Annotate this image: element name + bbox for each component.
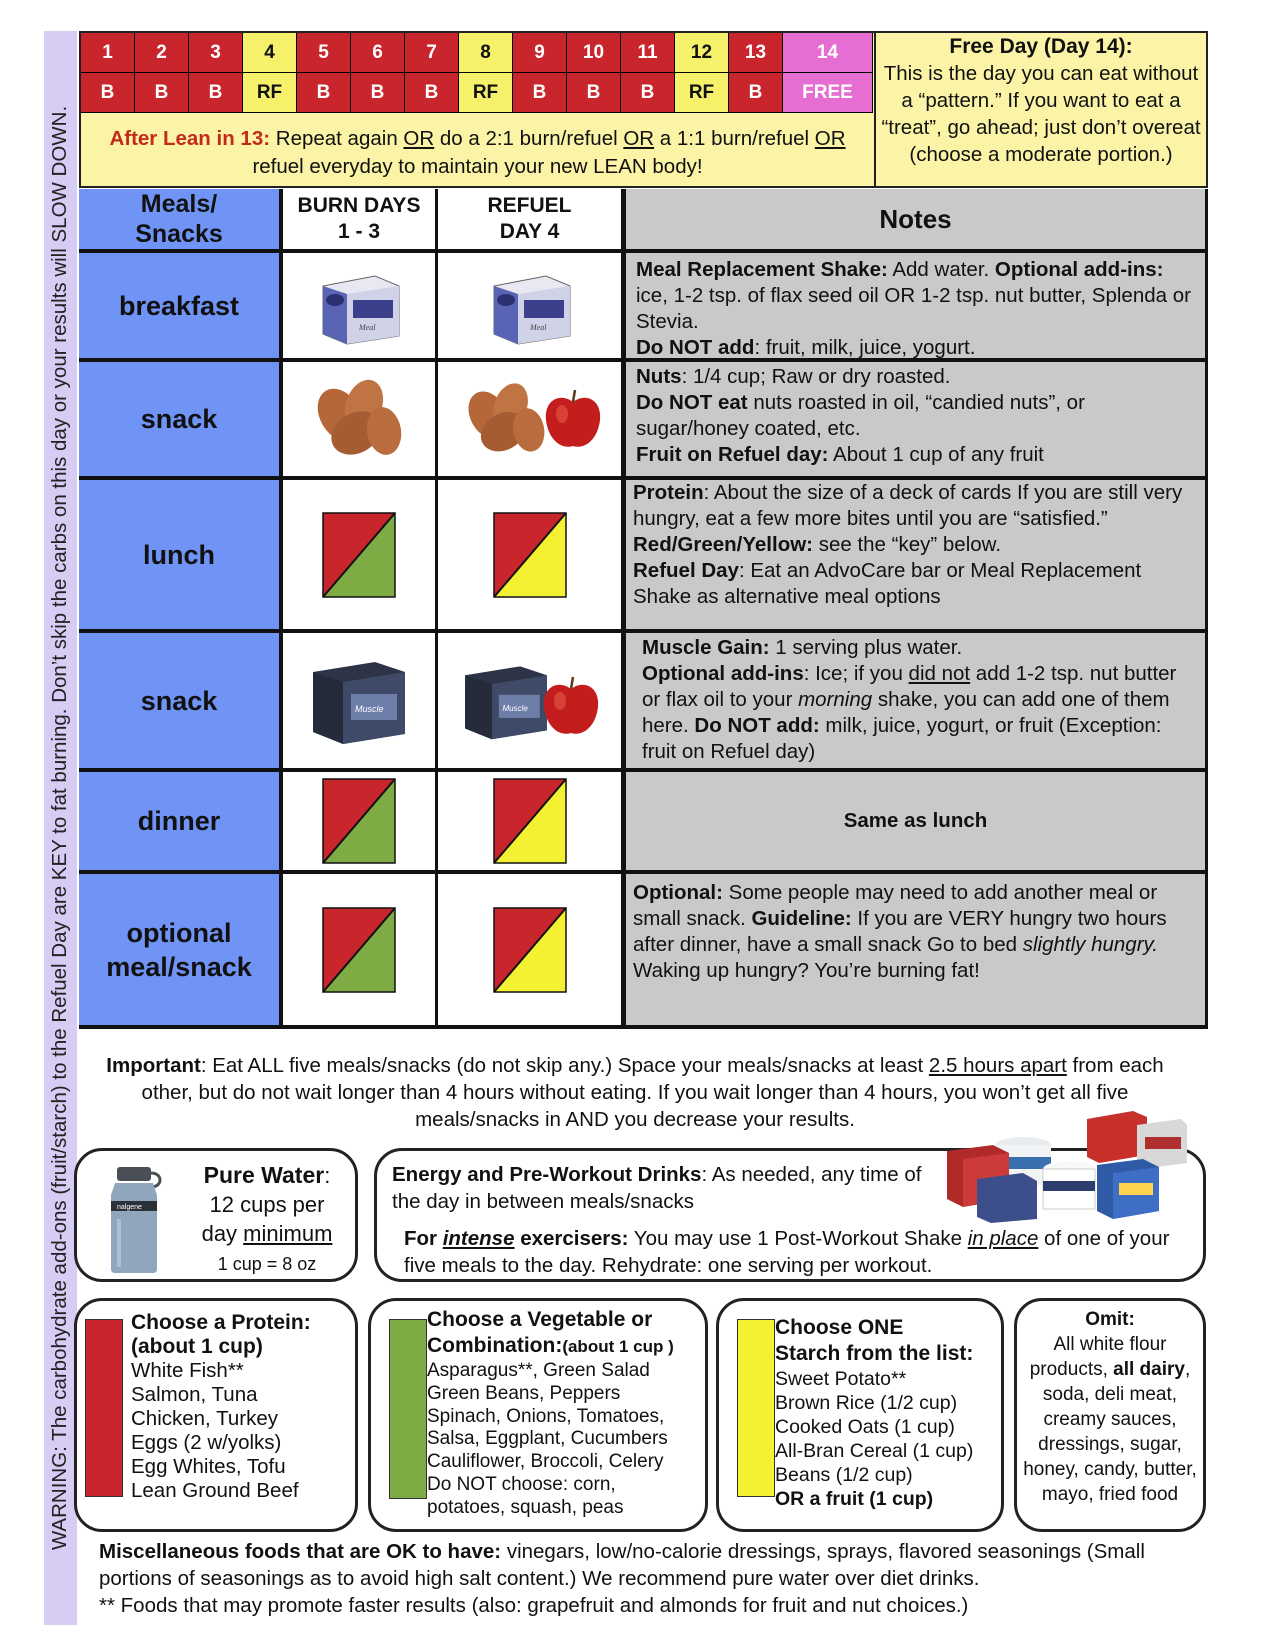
water-text: Pure Water: 12 cups per day minimum 1 cup = 8 oz: [201, 1162, 333, 1274]
day-number-14: 14: [783, 33, 873, 73]
table-row-snack-2: [79, 633, 1208, 772]
header-burn: BURN DAYS 1 - 3: [283, 189, 438, 253]
list-item: White Fish**: [131, 1359, 244, 1382]
vegetable-box: [368, 1298, 708, 1532]
supplement-products-icon: [937, 1111, 1187, 1223]
list-item: Salsa, Eggplant, Cucumbers: [427, 1428, 668, 1450]
table-row-optional: [79, 874, 1208, 1029]
notes-breakfast: Meal Replacement Shake: Add water. Optional add-ins: ice, 1-2 tsp. of flax seed oil OR 1-2 tsp. nut butter, Splenda or Stevia. Do NOT add: fruit, milk, juice, yogurt.: [626, 253, 1208, 362]
svg-text:Muscle: Muscle: [355, 703, 384, 714]
table-header-row: [79, 189, 1208, 253]
water-bottle-icon: [103, 1165, 165, 1275]
omit-box: [1014, 1298, 1206, 1532]
day-schedule: [79, 31, 876, 188]
almonds-icon: [304, 375, 414, 463]
header-refuel: REFUEL DAY 4: [438, 189, 626, 253]
table-row-dinner: [79, 772, 1208, 874]
meal-replacement-shake-icon: [484, 266, 576, 346]
almonds-icon: [456, 375, 556, 463]
day-code-9: B: [513, 73, 567, 113]
green-key-swatch: [389, 1319, 427, 1499]
svg-text:Muscle: Muscle: [501, 703, 528, 713]
day-code-7: B: [405, 73, 459, 113]
day-number-9: 9: [513, 33, 567, 73]
yellow-key-swatch: [737, 1319, 775, 1497]
row-label-breakfast: breakfast: [79, 253, 283, 362]
table-row-snack-1: [79, 362, 1208, 480]
day-code-3: B: [189, 73, 243, 113]
red-yellow-key-icon: [493, 512, 567, 598]
day-code-1: B: [81, 73, 135, 113]
list-item: Spinach, Onions, Tomatoes,: [427, 1405, 665, 1427]
omit-text: Omit: All white flour products, all dairy, soda, deli meat, creamy sauces, dressings, sugar, honey, candy, butter, mayo, fried food: [1023, 1309, 1197, 1505]
day-code-11: B: [621, 73, 675, 113]
red-yellow-key-icon: [493, 778, 567, 864]
day-number-10: 10: [567, 33, 621, 73]
muscle-gain-icon: [305, 654, 413, 748]
day-code-2: B: [135, 73, 189, 113]
list-item: Cauliflower, Broccoli, Celery: [427, 1451, 664, 1473]
vegetable-list: Choose a Vegetable or Combination:(about 1 cup ) Asparagus**, Green Salad Green Beans, Peppers Spinach, Onions, Tomatoes, Salsa, Eggplant, Cucumbers Cauliflower, Broccoli, Celery Do NOT choose: corn, potatoes, squash, peas: [427, 1307, 709, 1520]
svg-text:Meal: Meal: [529, 322, 546, 332]
bottle-brand: nalgene: [117, 1204, 142, 1211]
notes-snack-2: Muscle Gain: 1 serving plus water. Optional add-ins: Ice; if you did not add 1-2 tsp. nut butter or flax oil to your morning shake, you can add one of them here. Do NOT add: milk, juice, yogurt, or fruit (Exception: fruit on Refuel day): [626, 633, 1208, 772]
free-day-title: Free Day (Day 14):: [949, 35, 1133, 58]
red-key-swatch: [85, 1319, 123, 1497]
day-number-8: 8: [459, 33, 513, 73]
meal-table: [79, 189, 1208, 1047]
notes-dinner: Same as lunch: [626, 772, 1208, 874]
table-row-breakfast: [79, 253, 1208, 362]
notes-lunch: Protein: About the size of a deck of cards If you are still very hungry, eat a few more bites until you are “satisfied.” Red/Green/Yellow: see the “key” below. Refuel Day: Eat an AdvoCare bar or Meal Replacement Shake as alternative meal options: [626, 480, 1208, 633]
intense-exercisers-text: For intense exercisers: You may use 1 Post-Workout Shake in place of one of your five meals to the day. Rehydrate: one serving per workout.: [404, 1227, 1170, 1277]
list-item: Salmon, Tuna: [131, 1383, 258, 1406]
day-grid: [81, 33, 873, 113]
day-code-12: RF: [675, 73, 729, 113]
day-number-4: 4: [243, 33, 297, 73]
notes-snack-1: Nuts: 1/4 cup; Raw or dry roasted. Do NOT eat nuts roasted in oil, “candied nuts”, or sugar/honey coated, etc. Fruit on Refuel day: About 1 cup of any fruit: [626, 362, 1208, 480]
list-item: Lean Ground Beef: [131, 1479, 299, 1502]
important-note: Important: Eat ALL five meals/snacks (do not skip any.) Space your meals/snacks at least 2.5 hours apart from each other, but do not wait longer than 4 hours without eating. If you wait longer than 4 hours, you won’t get all five meals/snacks in AND you decrease your results.: [106, 1054, 1164, 1131]
day-code-5: B: [297, 73, 351, 113]
header-notes: Notes: [626, 189, 1208, 253]
starch-box: [716, 1298, 1004, 1532]
list-item: Eggs (2 w/yolks): [131, 1431, 282, 1454]
list-item: Beans (1/2 cup): [775, 1464, 913, 1486]
protein-list: Choose a Protein: (about 1 cup) White Fish** Salmon, Tuna Chicken, Turkey Eggs (2 w/yolks) Egg Whites, Tofu Lean Ground Beef: [131, 1311, 357, 1503]
notes-optional: Optional: Some people may need to add another meal or small snack. Guideline: If you are VERY hungry two hours after dinner, have a small snack Go to bed slightly hungry. Waking up hungry? You’re burning fat!: [626, 874, 1208, 1029]
water-box: [74, 1148, 358, 1282]
row-label-dinner: dinner: [79, 772, 283, 874]
apple-icon: [542, 386, 604, 452]
day-code-13: B: [729, 73, 783, 113]
svg-text:Meal: Meal: [359, 322, 376, 332]
row-label-lunch: lunch: [79, 480, 283, 633]
warning-text: WARNING: The carbohydrate add-ons (fruit/starch) to the Refuel Day are KEY to fat burning. Don’t skip the carbs on this day or your results will SLOW DOWN.: [48, 105, 71, 1551]
list-item: All-Bran Cereal (1 cup): [775, 1440, 974, 1462]
day-number-1: 1: [81, 33, 135, 73]
table-row-lunch: [79, 480, 1208, 633]
day-code-10: B: [567, 73, 621, 113]
starch-list: Choose ONE Starch from the list: Sweet Potato** Brown Rice (1/2 cup) Cooked Oats (1 cup) All-Bran Cereal (1 cup) Beans (1/2 cup) OR a fruit (1 cup): [775, 1315, 1005, 1511]
day-number-11: 11: [621, 33, 675, 73]
list-item: Brown Rice (1/2 cup): [775, 1392, 958, 1414]
day-number-12: 12: [675, 33, 729, 73]
row-label-snack: snack: [79, 633, 283, 772]
list-item: OR a fruit (1 cup): [775, 1488, 934, 1510]
after-lean-text: After Lean in 13: Repeat again OR do a 2:1 burn/refuel OR a 1:1 burn/refuel OR refuel everyday to maintain your new LEAN body!: [109, 127, 846, 178]
footnote: ** Foods that may promote faster results (also: grapefruit and almonds for fruit and nut choices.): [99, 1594, 969, 1617]
day-code-8: RF: [459, 73, 513, 113]
red-green-key-icon: [322, 778, 396, 864]
apple-icon: [540, 673, 602, 739]
list-item: Chicken, Turkey: [131, 1407, 278, 1430]
day-code-6: B: [351, 73, 405, 113]
row-label-snack: snack: [79, 362, 283, 480]
energy-drinks-box: [374, 1148, 1206, 1282]
day-number-2: 2: [135, 33, 189, 73]
day-number-3: 3: [189, 33, 243, 73]
day-number-7: 7: [405, 33, 459, 73]
list-item: Do NOT choose: corn,: [427, 1473, 616, 1495]
protein-box: [74, 1298, 358, 1532]
list-item: Sweet Potato**: [775, 1368, 907, 1390]
list-item: Green Beans, Peppers: [427, 1382, 621, 1404]
free-day-body: This is the day you can eat without a “pattern.” If you want to eat a “treat”, go ahead; just don’t overeat (choose a moderate portion.): [881, 62, 1201, 166]
list-item: potatoes, squash, peas: [427, 1496, 624, 1518]
day-number-6: 6: [351, 33, 405, 73]
list-item: Asparagus**, Green Salad: [427, 1360, 650, 1381]
red-yellow-key-icon: [493, 907, 567, 993]
meal-replacement-shake-icon: [313, 266, 405, 346]
red-green-key-icon: [322, 512, 396, 598]
day-number-13: 13: [729, 33, 783, 73]
list-item: Cooked Oats (1 cup): [775, 1416, 955, 1438]
misc-foods-note: Miscellaneous foods that are OK to have: vinegars, low/no-calorie dressings, sprays, flavored seasonings (Small portions of seasonings as to avoid high salt content.) We recommend pure water over diet drinks. ** Foods that may promote faster results (also: grapefruit and almonds for fruit and nut choices.): [99, 1540, 1145, 1617]
free-day-box: [876, 31, 1208, 188]
after-lean-label: After Lean in 13:: [109, 127, 271, 150]
day-code-14: FREE: [783, 73, 873, 113]
list-item: Egg Whites, Tofu: [131, 1455, 286, 1478]
row-label-optional: optional meal/snack: [79, 874, 283, 1029]
red-green-key-icon: [322, 907, 396, 993]
day-number-5: 5: [297, 33, 351, 73]
energy-text: Energy and Pre-Workout Drinks: As needed, any time of the day in between meals/snacks: [392, 1163, 922, 1213]
header-meals: Meals/ Snacks: [79, 189, 283, 253]
day-code-4: RF: [243, 73, 297, 113]
